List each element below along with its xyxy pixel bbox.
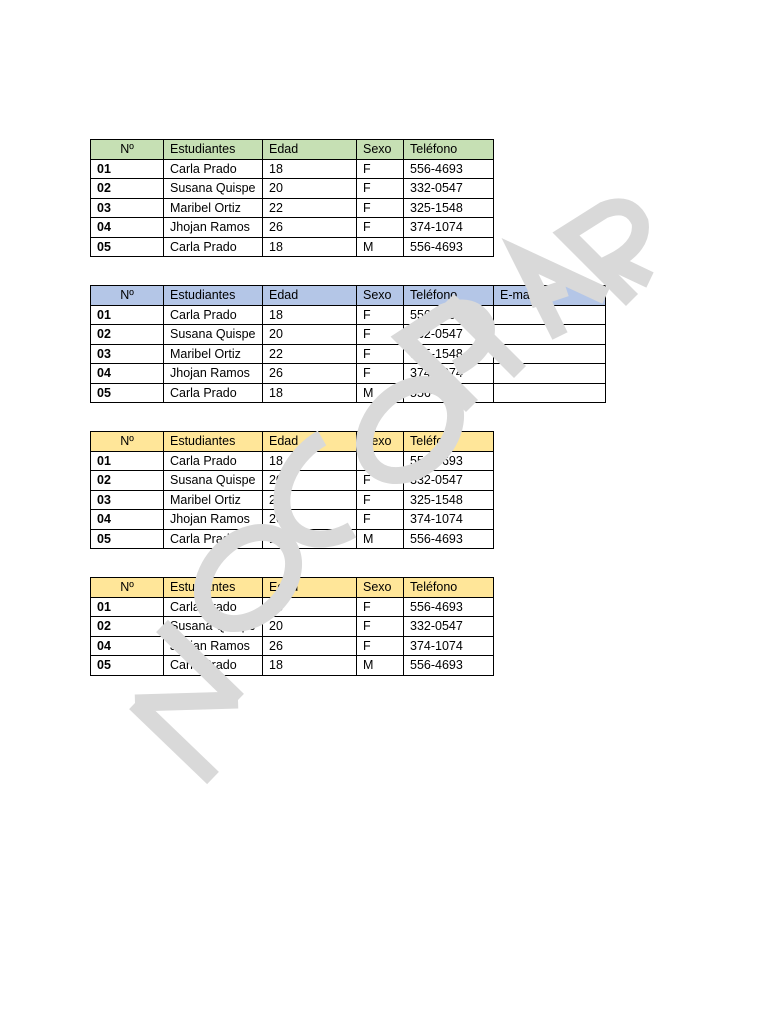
student-phone: 332-0547 — [404, 179, 494, 199]
student-sex: F — [357, 198, 404, 218]
row-number: 04 — [91, 510, 164, 530]
student-sex: M — [357, 383, 404, 403]
students-table-3 — [90, 431, 494, 549]
table-row — [91, 218, 494, 238]
student-age: 26 — [263, 636, 357, 656]
student-sex: M — [357, 656, 404, 676]
header-students: Estudiantes — [164, 578, 263, 598]
student-age: 18 — [263, 305, 357, 325]
student-name: Carla Prado — [164, 597, 263, 617]
student-phone: 325-1548 — [404, 490, 494, 510]
student-sex: F — [357, 325, 404, 345]
header-students: Estudiantes — [164, 432, 263, 452]
student-phone: 556-4693 — [404, 237, 494, 257]
row-number: 05 — [91, 237, 164, 257]
student-age: 20 — [263, 617, 357, 637]
student-phone: 556-4693 — [404, 305, 494, 325]
student-name: Jhojan Ramos — [164, 218, 263, 238]
student-age: 18 — [263, 529, 357, 549]
student-name: Maribel Ortiz — [164, 490, 263, 510]
table-row — [91, 364, 606, 384]
student-phone: 325-1548 — [404, 344, 494, 364]
student-email — [494, 344, 606, 364]
student-name: Susana Quispe — [164, 179, 263, 199]
student-sex: M — [357, 529, 404, 549]
student-phone: 374-1074 — [404, 218, 494, 238]
table-row — [91, 617, 494, 637]
student-sex: M — [357, 237, 404, 257]
table-row — [91, 237, 494, 257]
student-email — [494, 364, 606, 384]
student-phone: 332-0547 — [404, 617, 494, 637]
row-number: 05 — [91, 383, 164, 403]
table-row — [91, 636, 494, 656]
student-sex: F — [357, 510, 404, 530]
student-phone: 374-1074 — [404, 636, 494, 656]
table-row — [91, 510, 494, 530]
student-phone: 556-4693 — [404, 451, 494, 471]
row-number: 04 — [91, 364, 164, 384]
table-header-row — [91, 578, 494, 598]
header-age: Edad — [263, 578, 357, 598]
student-age: 22 — [263, 198, 357, 218]
header-sex: Sexo — [357, 578, 404, 598]
student-name: Carla Prado — [164, 383, 263, 403]
student-sex: F — [357, 490, 404, 510]
student-phone: 325-1548 — [404, 198, 494, 218]
student-name: Carla Prado — [164, 305, 263, 325]
student-name: Jhojan Ramos — [164, 510, 263, 530]
student-phone: 556-4693 — [404, 597, 494, 617]
student-name: Susana Quispe — [164, 325, 263, 345]
student-phone: 374-1074 — [404, 510, 494, 530]
row-number: 04 — [91, 218, 164, 238]
student-name: Carla Prado — [164, 529, 263, 549]
student-sex: F — [357, 305, 404, 325]
row-number: 01 — [91, 597, 164, 617]
header-phone: Teléfono — [404, 140, 494, 160]
student-name: Jhojan Ramos — [164, 636, 263, 656]
header-number: Nº — [91, 432, 164, 452]
header-students: Estudiantes — [164, 140, 263, 160]
header-age: Edad — [263, 432, 357, 452]
student-email — [494, 325, 606, 345]
row-number: 02 — [91, 617, 164, 637]
header-number: Nº — [91, 286, 164, 306]
student-age: 18 — [263, 451, 357, 471]
student-sex: F — [357, 364, 404, 384]
row-number: 02 — [91, 179, 164, 199]
student-phone: 332-0547 — [404, 325, 494, 345]
table-header-row — [91, 286, 606, 306]
row-number: 01 — [91, 305, 164, 325]
student-sex: F — [357, 159, 404, 179]
header-phone: Teléfono — [404, 286, 494, 306]
student-phone: 556-4693 — [404, 383, 494, 403]
row-number: 02 — [91, 325, 164, 345]
student-email — [494, 305, 606, 325]
header-age: Edad — [263, 286, 357, 306]
student-name: Susana Quispe — [164, 471, 263, 491]
student-email — [494, 383, 606, 403]
student-age: 22 — [263, 490, 357, 510]
table-row — [91, 529, 494, 549]
table-row — [91, 198, 494, 218]
student-phone: 374-1074 — [404, 364, 494, 384]
student-age: 26 — [263, 218, 357, 238]
table-row — [91, 451, 494, 471]
student-sex: F — [357, 344, 404, 364]
header-phone: Teléfono — [404, 578, 494, 598]
student-name: Jhojan Ramos — [164, 364, 263, 384]
header-students: Estudiantes — [164, 286, 263, 306]
row-number: 05 — [91, 656, 164, 676]
student-phone: 556-4693 — [404, 656, 494, 676]
header-age: Edad — [263, 140, 357, 160]
student-name: Carla Prado — [164, 451, 263, 471]
students-table-2 — [90, 285, 606, 403]
row-number: 01 — [91, 451, 164, 471]
student-name: Susana Quispe — [164, 617, 263, 637]
student-phone: 556-4693 — [404, 529, 494, 549]
student-sex: F — [357, 179, 404, 199]
row-number: 01 — [91, 159, 164, 179]
student-age: 26 — [263, 364, 357, 384]
header-number: Nº — [91, 578, 164, 598]
student-age: 18 — [263, 656, 357, 676]
student-phone: 556-4693 — [404, 159, 494, 179]
student-age: 26 — [263, 510, 357, 530]
row-number: 04 — [91, 636, 164, 656]
table-row — [91, 490, 494, 510]
table-row — [91, 305, 606, 325]
student-name: Maribel Ortiz — [164, 198, 263, 218]
student-name: Carla Prado — [164, 237, 263, 257]
table-row — [91, 383, 606, 403]
student-age: 22 — [263, 344, 357, 364]
header-sex: Sexo — [357, 286, 404, 306]
student-age: 18 — [263, 597, 357, 617]
student-phone: 332-0547 — [404, 471, 494, 491]
row-number: 03 — [91, 198, 164, 218]
table-row — [91, 656, 494, 676]
header-sex: Sexo — [357, 432, 404, 452]
student-name: Maribel Ortiz — [164, 344, 263, 364]
header-number: Nº — [91, 140, 164, 160]
student-sex: F — [357, 451, 404, 471]
table-header-row — [91, 140, 494, 160]
header-email: E-mail — [494, 286, 606, 306]
student-age: 20 — [263, 179, 357, 199]
table-row — [91, 325, 606, 345]
row-number: 03 — [91, 344, 164, 364]
students-table-4 — [90, 577, 494, 676]
student-age: 20 — [263, 325, 357, 345]
student-age: 18 — [263, 237, 357, 257]
students-table-1 — [90, 139, 494, 257]
student-age: 18 — [263, 383, 357, 403]
student-sex: F — [357, 636, 404, 656]
student-name: Carla Prado — [164, 656, 263, 676]
table-row — [91, 179, 494, 199]
student-sex: F — [357, 218, 404, 238]
table-header-row — [91, 432, 494, 452]
row-number: 02 — [91, 471, 164, 491]
table-row — [91, 344, 606, 364]
student-age: 18 — [263, 159, 357, 179]
table-row — [91, 471, 494, 491]
header-phone: Teléfono — [404, 432, 494, 452]
student-age: 20 — [263, 471, 357, 491]
header-sex: Sexo — [357, 140, 404, 160]
student-sex: F — [357, 471, 404, 491]
row-number: 05 — [91, 529, 164, 549]
student-name: Carla Prado — [164, 159, 263, 179]
student-sex: F — [357, 617, 404, 637]
table-row — [91, 597, 494, 617]
student-sex: F — [357, 597, 404, 617]
table-row — [91, 159, 494, 179]
row-number: 03 — [91, 490, 164, 510]
